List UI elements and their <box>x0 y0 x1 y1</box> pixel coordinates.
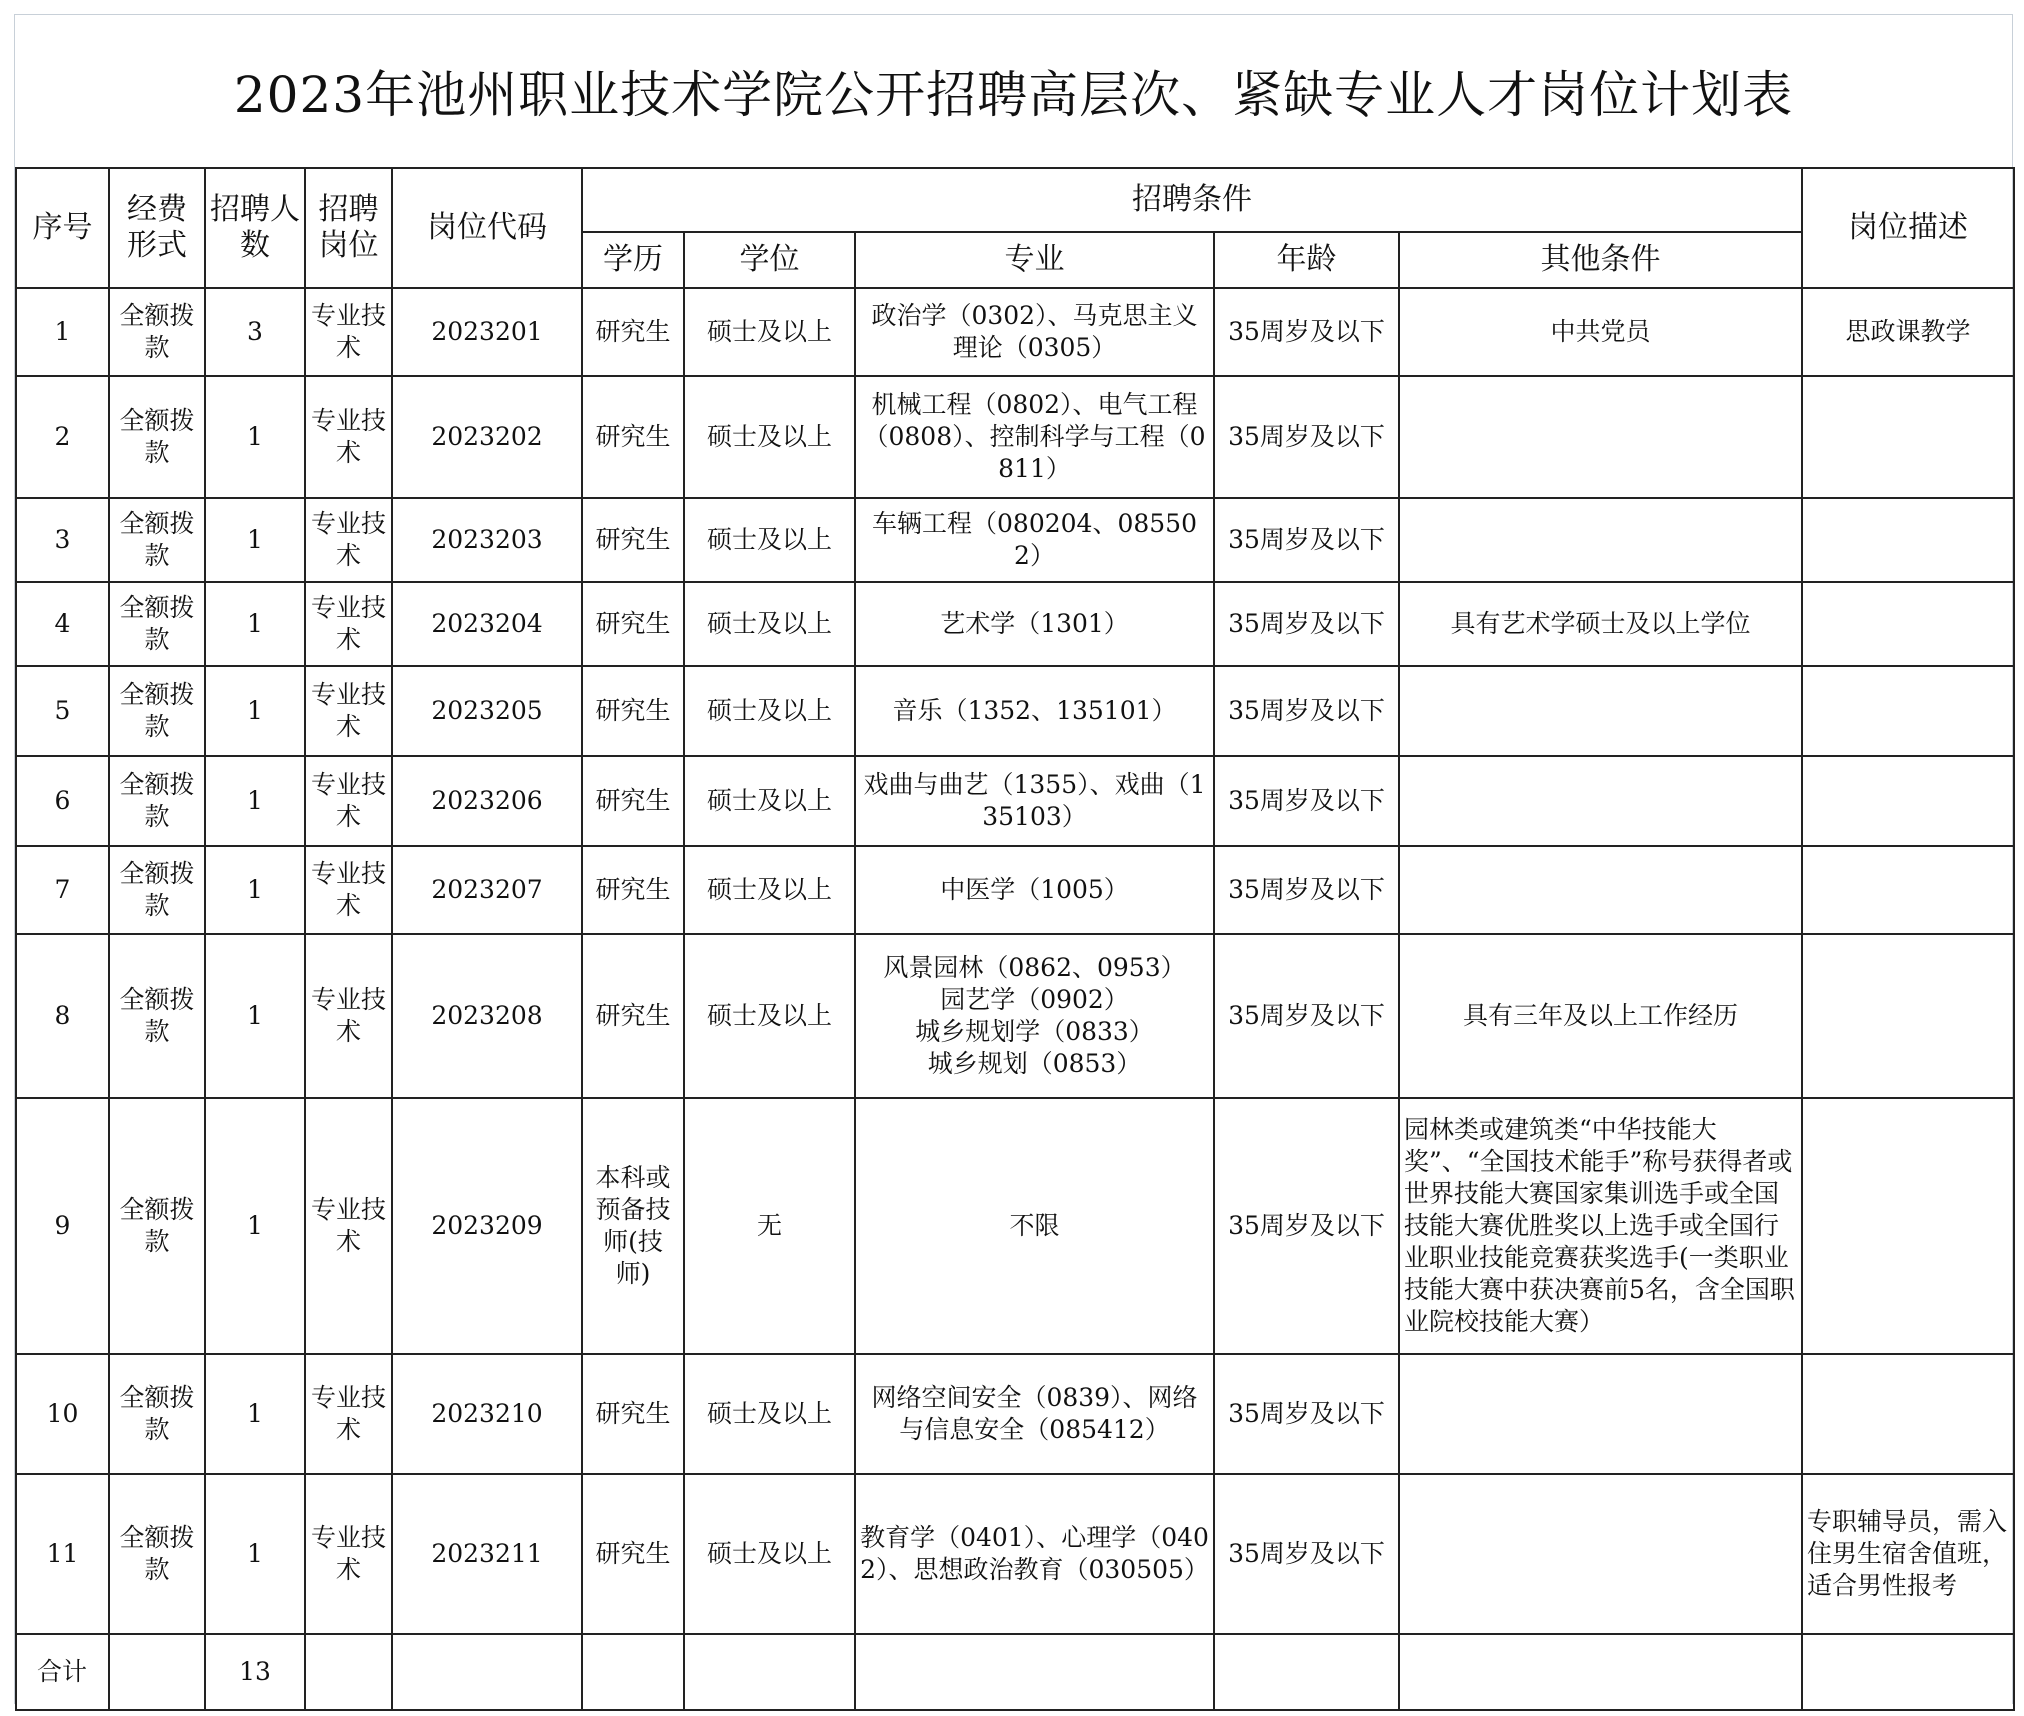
total-empty-cell <box>1802 1634 2014 1710</box>
total-label: 合计 <box>16 1634 109 1710</box>
cell-seq: 5 <box>16 666 109 756</box>
cell-age: 35周岁及以下 <box>1214 1098 1399 1354</box>
cell-age: 35周岁及以下 <box>1214 376 1399 498</box>
cell-description: 专职辅导员，需入住男生宿舍值班，适合男性报考 <box>1802 1474 2014 1634</box>
cell-description <box>1802 1098 2014 1354</box>
cell-age: 35周岁及以下 <box>1214 934 1399 1098</box>
header-education: 学历 <box>582 232 684 288</box>
cell-description: 思政课教学 <box>1802 288 2014 376</box>
cell-code: 2023202 <box>392 376 582 498</box>
cell-description <box>1802 498 2014 582</box>
cell-age: 35周岁及以下 <box>1214 666 1399 756</box>
cell-degree: 硕士及以上 <box>684 1474 855 1634</box>
table-row <box>16 934 2014 1098</box>
cell-major: 音乐（1352、135101） <box>855 666 1214 756</box>
total-empty-cell <box>109 1634 205 1710</box>
cell-description <box>1802 846 2014 934</box>
cell-post: 专业技术 <box>305 934 392 1098</box>
cell-education: 本科或预备技师(技师) <box>582 1098 684 1354</box>
cell-post: 专业技术 <box>305 498 392 582</box>
cell-degree: 硕士及以上 <box>684 1354 855 1474</box>
cell-other <box>1399 756 1802 846</box>
cell-code: 2023205 <box>392 666 582 756</box>
cell-description <box>1802 376 2014 498</box>
table-row <box>16 1474 2014 1634</box>
table-row <box>16 666 2014 756</box>
cell-major: 车辆工程（080204、085502） <box>855 498 1214 582</box>
table-row <box>16 1354 2014 1474</box>
cell-seq: 2 <box>16 376 109 498</box>
cell-degree: 硕士及以上 <box>684 756 855 846</box>
cell-age: 35周岁及以下 <box>1214 288 1399 376</box>
page-title: 2023年池州职业技术学院公开招聘高层次、紧缺专业人才岗位计划表 <box>233 66 1794 124</box>
table-row <box>16 756 2014 846</box>
total-empty-cell <box>582 1634 684 1710</box>
header-funding: 经费形式 <box>109 168 205 288</box>
cell-degree: 硕士及以上 <box>684 376 855 498</box>
cell-major: 戏曲与曲艺（1355）、戏曲（135103） <box>855 756 1214 846</box>
cell-education: 研究生 <box>582 582 684 666</box>
header-conditions: 招聘条件 <box>582 168 1802 232</box>
cell-seq: 10 <box>16 1354 109 1474</box>
header-major: 专业 <box>855 232 1214 288</box>
cell-post: 专业技术 <box>305 1354 392 1474</box>
cell-education: 研究生 <box>582 666 684 756</box>
cell-degree: 无 <box>684 1098 855 1354</box>
cell-funding: 全额拨款 <box>109 582 205 666</box>
cell-post: 专业技术 <box>305 582 392 666</box>
cell-seq: 4 <box>16 582 109 666</box>
cell-count: 1 <box>205 1354 305 1474</box>
cell-age: 35周岁及以下 <box>1214 1354 1399 1474</box>
cell-post: 专业技术 <box>305 376 392 498</box>
cell-age: 35周岁及以下 <box>1214 1474 1399 1634</box>
total-count: 13 <box>205 1634 305 1710</box>
table-row <box>16 582 2014 666</box>
cell-description <box>1802 756 2014 846</box>
recruitment-table <box>15 167 2015 1711</box>
cell-seq: 11 <box>16 1474 109 1634</box>
cell-description <box>1802 934 2014 1098</box>
cell-code: 2023201 <box>392 288 582 376</box>
cell-other: 具有艺术学硕士及以上学位 <box>1399 582 1802 666</box>
cell-age: 35周岁及以下 <box>1214 756 1399 846</box>
cell-seq: 9 <box>16 1098 109 1354</box>
header-description: 岗位描述 <box>1802 168 2014 288</box>
header-degree: 学位 <box>684 232 855 288</box>
total-empty-cell <box>1399 1634 1802 1710</box>
header-row-1 <box>16 168 2014 232</box>
cell-major: 艺术学（1301） <box>855 582 1214 666</box>
total-empty-cell <box>305 1634 392 1710</box>
cell-other: 园林类或建筑类“中华技能大奖”、“全国技术能手”称号获得者或世界技能大赛国家集训选手或全国技能大赛优胜奖以上选手或全国行业职业技能竞赛获奖选手(一类职业技能大赛中获决赛前5名，含全国职业院校技能大赛） <box>1399 1098 1802 1354</box>
cell-count: 1 <box>205 666 305 756</box>
cell-post: 专业技术 <box>305 1474 392 1634</box>
cell-count: 1 <box>205 582 305 666</box>
cell-other <box>1399 498 1802 582</box>
total-empty-cell <box>855 1634 1214 1710</box>
cell-degree: 硕士及以上 <box>684 666 855 756</box>
total-empty-cell <box>684 1634 855 1710</box>
cell-code: 2023208 <box>392 934 582 1098</box>
cell-degree: 硕士及以上 <box>684 288 855 376</box>
cell-count: 1 <box>205 1098 305 1354</box>
cell-code: 2023207 <box>392 846 582 934</box>
cell-post: 专业技术 <box>305 756 392 846</box>
cell-funding: 全额拨款 <box>109 376 205 498</box>
cell-education: 研究生 <box>582 376 684 498</box>
table-row <box>16 498 2014 582</box>
cell-count: 1 <box>205 1474 305 1634</box>
cell-education: 研究生 <box>582 846 684 934</box>
cell-post: 专业技术 <box>305 666 392 756</box>
cell-funding: 全额拨款 <box>109 1474 205 1634</box>
cell-funding: 全额拨款 <box>109 498 205 582</box>
cell-other <box>1399 376 1802 498</box>
cell-count: 1 <box>205 934 305 1098</box>
cell-funding: 全额拨款 <box>109 846 205 934</box>
table-row <box>16 846 2014 934</box>
cell-seq: 6 <box>16 756 109 846</box>
header-seq: 序号 <box>16 168 109 288</box>
cell-education: 研究生 <box>582 756 684 846</box>
cell-description <box>1802 666 2014 756</box>
cell-major: 不限 <box>855 1098 1214 1354</box>
cell-funding: 全额拨款 <box>109 934 205 1098</box>
header-count: 招聘人数 <box>205 168 305 288</box>
cell-other: 中共党员 <box>1399 288 1802 376</box>
cell-code: 2023206 <box>392 756 582 846</box>
cell-funding: 全额拨款 <box>109 666 205 756</box>
cell-funding: 全额拨款 <box>109 1354 205 1474</box>
cell-count: 1 <box>205 846 305 934</box>
total-empty-cell <box>1214 1634 1399 1710</box>
cell-education: 研究生 <box>582 288 684 376</box>
header-other: 其他条件 <box>1399 232 1802 288</box>
cell-major: 教育学（0401）、心理学（0402）、思想政治教育（030505） <box>855 1474 1214 1634</box>
header-post: 招聘岗位 <box>305 168 392 288</box>
cell-funding: 全额拨款 <box>109 756 205 846</box>
cell-code: 2023211 <box>392 1474 582 1634</box>
total-row <box>16 1634 2014 1710</box>
cell-post: 专业技术 <box>305 846 392 934</box>
table-row <box>16 1098 2014 1354</box>
cell-description <box>1802 1354 2014 1474</box>
cell-funding: 全额拨款 <box>109 1098 205 1354</box>
cell-other <box>1399 846 1802 934</box>
cell-other <box>1399 666 1802 756</box>
cell-degree: 硕士及以上 <box>684 846 855 934</box>
cell-post: 专业技术 <box>305 1098 392 1354</box>
cell-seq: 1 <box>16 288 109 376</box>
cell-major: 网络空间安全（0839）、网络与信息安全（085412） <box>855 1354 1214 1474</box>
cell-post: 专业技术 <box>305 288 392 376</box>
cell-degree: 硕士及以上 <box>684 498 855 582</box>
header-age: 年龄 <box>1214 232 1399 288</box>
cell-degree: 硕士及以上 <box>684 582 855 666</box>
cell-age: 35周岁及以下 <box>1214 582 1399 666</box>
cell-code: 2023209 <box>392 1098 582 1354</box>
cell-education: 研究生 <box>582 934 684 1098</box>
cell-count: 1 <box>205 376 305 498</box>
cell-seq: 3 <box>16 498 109 582</box>
cell-seq: 8 <box>16 934 109 1098</box>
header-code: 岗位代码 <box>392 168 582 288</box>
cell-major: 政治学（0302）、马克思主义理论（0305） <box>855 288 1214 376</box>
table-row <box>16 288 2014 376</box>
cell-major: 中医学（1005） <box>855 846 1214 934</box>
cell-education: 研究生 <box>582 498 684 582</box>
cell-education: 研究生 <box>582 1474 684 1634</box>
cell-major: 机械工程（0802）、电气工程（0808）、控制科学与工程（0811） <box>855 376 1214 498</box>
cell-code: 2023204 <box>392 582 582 666</box>
table-row <box>16 376 2014 498</box>
spreadsheet <box>14 14 2013 1704</box>
cell-code: 2023203 <box>392 498 582 582</box>
cell-description <box>1802 582 2014 666</box>
cell-count: 3 <box>205 288 305 376</box>
cell-degree: 硕士及以上 <box>684 934 855 1098</box>
cell-other <box>1399 1474 1802 1634</box>
cell-major: 风景园林（0862、0953） 园艺学（0902） 城乡规划学（0833） 城乡规划（0853） <box>855 934 1214 1098</box>
total-empty-cell <box>392 1634 582 1710</box>
cell-count: 1 <box>205 498 305 582</box>
cell-age: 35周岁及以下 <box>1214 498 1399 582</box>
cell-seq: 7 <box>16 846 109 934</box>
cell-other <box>1399 1354 1802 1474</box>
cell-code: 2023210 <box>392 1354 582 1474</box>
cell-age: 35周岁及以下 <box>1214 846 1399 934</box>
cell-count: 1 <box>205 756 305 846</box>
cell-other: 具有三年及以上工作经历 <box>1399 934 1802 1098</box>
cell-education: 研究生 <box>582 1354 684 1474</box>
cell-funding: 全额拨款 <box>109 288 205 376</box>
